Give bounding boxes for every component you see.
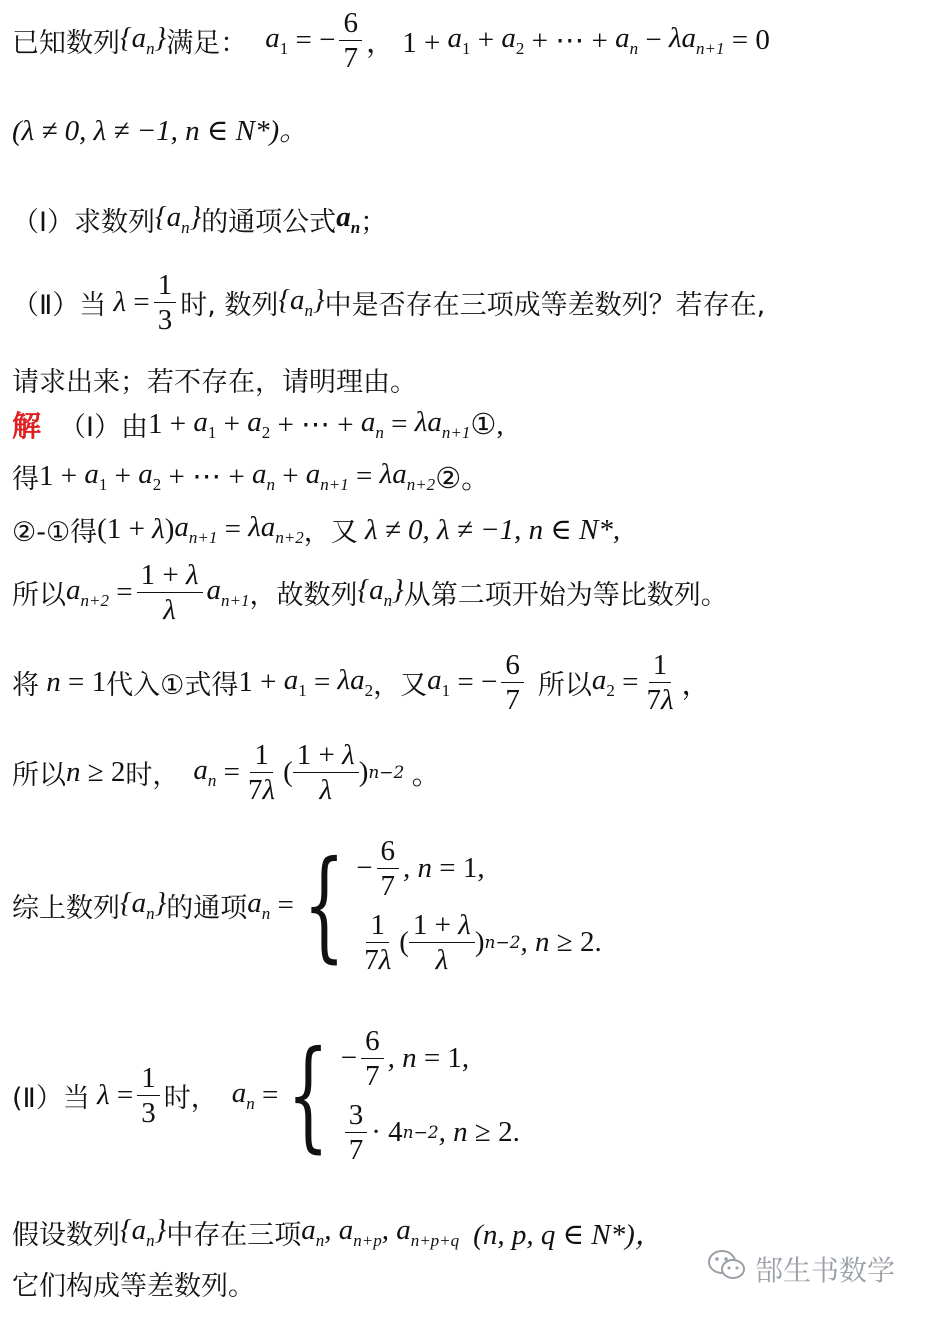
left-brace-2: { — [287, 1025, 330, 1165]
solution-line-5: 将 n = 1 代入①式得 1 + $a_1$ = $\lambda a_2$ ，又 $a_1$ = − $\frac{6}{7}$ 所以 $a_2$ = $\frac{1}{7\lambda}$ ， — [12, 649, 711, 717]
problem-condition: (λ ≠ 0, λ ≠ −1, n ∈ N*)。 — [12, 115, 309, 147]
piecewise-cases: − $\frac{6}{7}$ , n = 1, $\frac{1}{7\lambda}$ ( $\frac{1 + \lambda}{\lambda}$ ) n−2 , n ≥ 2. — [356, 835, 602, 977]
problem-part-1: （Ⅰ）求数列 $\{a_n\}$ 的通项公式 $a_n$ ； — [12, 201, 388, 238]
solution-line-3: ②-①得 (1 + λ ) $a_{n+1}$ = $\lambda a_{n+2}$ ，又 λ ≠ 0, λ ≠ −1, n ∈ N*, — [12, 511, 621, 548]
problem-part-2-line-2: 请求出来；若不存在，请明理由。 — [12, 367, 417, 398]
problem-line-1: 已知数列 $\{a_n\}$ 满足： $a_1$ = − $\frac{6}{7}$ ， 1 + $a_1$ + $a_2$ + ⋯ + $a_n$ − $\lambda a_{n+1}$ = 0 — [12, 7, 770, 75]
solution-line-9: 假设数列 $\{a_n\}$ 中存在三项 $a_n$, $a_{n+p}$, $a_{n+p+q}$ (n, p, q ∈ N*)， — [12, 1214, 664, 1251]
solution-line-10: 它们构成等差数列。 — [12, 1271, 255, 1302]
solution-line-7: 综上数列 $\{a_n\}$ 的通项 $a_n$ = { − $\frac{6}{7}$ , n = 1, $\frac{1}{7\lambda}$ ( $\frac{1 + \lambda}{\lambda}$ ) n−2 , n ≥ 2. — [12, 832, 602, 980]
solution-label: 解 — [12, 409, 42, 443]
solution-line-1: 解 （Ⅰ）由 1 + $a_1$ + $a_2$ + ⋯ + $a_n$ = $\lambda a_{n+1}$ ①, — [12, 406, 504, 443]
watermark — [707, 1248, 895, 1289]
solution-line-6: 所以 n ≥ 2 时， $a_n$ = $\frac{1}{7\lambda}$ ( $\frac{1 + \lambda}{\lambda}$ ) n−2 。 — [12, 739, 441, 807]
watermark-text: 郜生书数学 — [754, 1253, 895, 1287]
solution-line-2: 得 1 + $a_1$ + $a_2$ + ⋯ + $a_n$ + $a_{n+1}$ = $\lambda a_{n+2}$ ②。 — [12, 458, 491, 495]
solution-line-4: 所以 $a_{n+2}$ = $\frac{1 + \lambda}{\lambda}$ $a_{n+1}$ ，故数列 $\{a_n\}$ 从第二项开始为等比数列。 — [12, 559, 728, 627]
fraction-6-7: $\frac{6}{7}$ — [339, 8, 362, 74]
solution-line-8: (Ⅱ）当 λ = $\frac{1}{3}$ 时， $a_n$ = { − $\frac{6}{7}$ , n = 1, $\frac{3}{7}$ · 4 n−2 , n ≥ 2. — [12, 1022, 520, 1170]
piecewise-cases-2: − $\frac{6}{7}$ , n = 1, $\frac{3}{7}$ · 4 n−2 , n ≥ 2. — [340, 1025, 520, 1167]
left-brace: { — [303, 835, 346, 975]
problem-part-2: （Ⅱ）当 λ = $\frac{1}{3}$ 时, 数列 $\{a_n\}$ 中是否存在三项成等差数列？若存在, — [12, 269, 766, 337]
wechat-icon — [707, 1248, 747, 1289]
